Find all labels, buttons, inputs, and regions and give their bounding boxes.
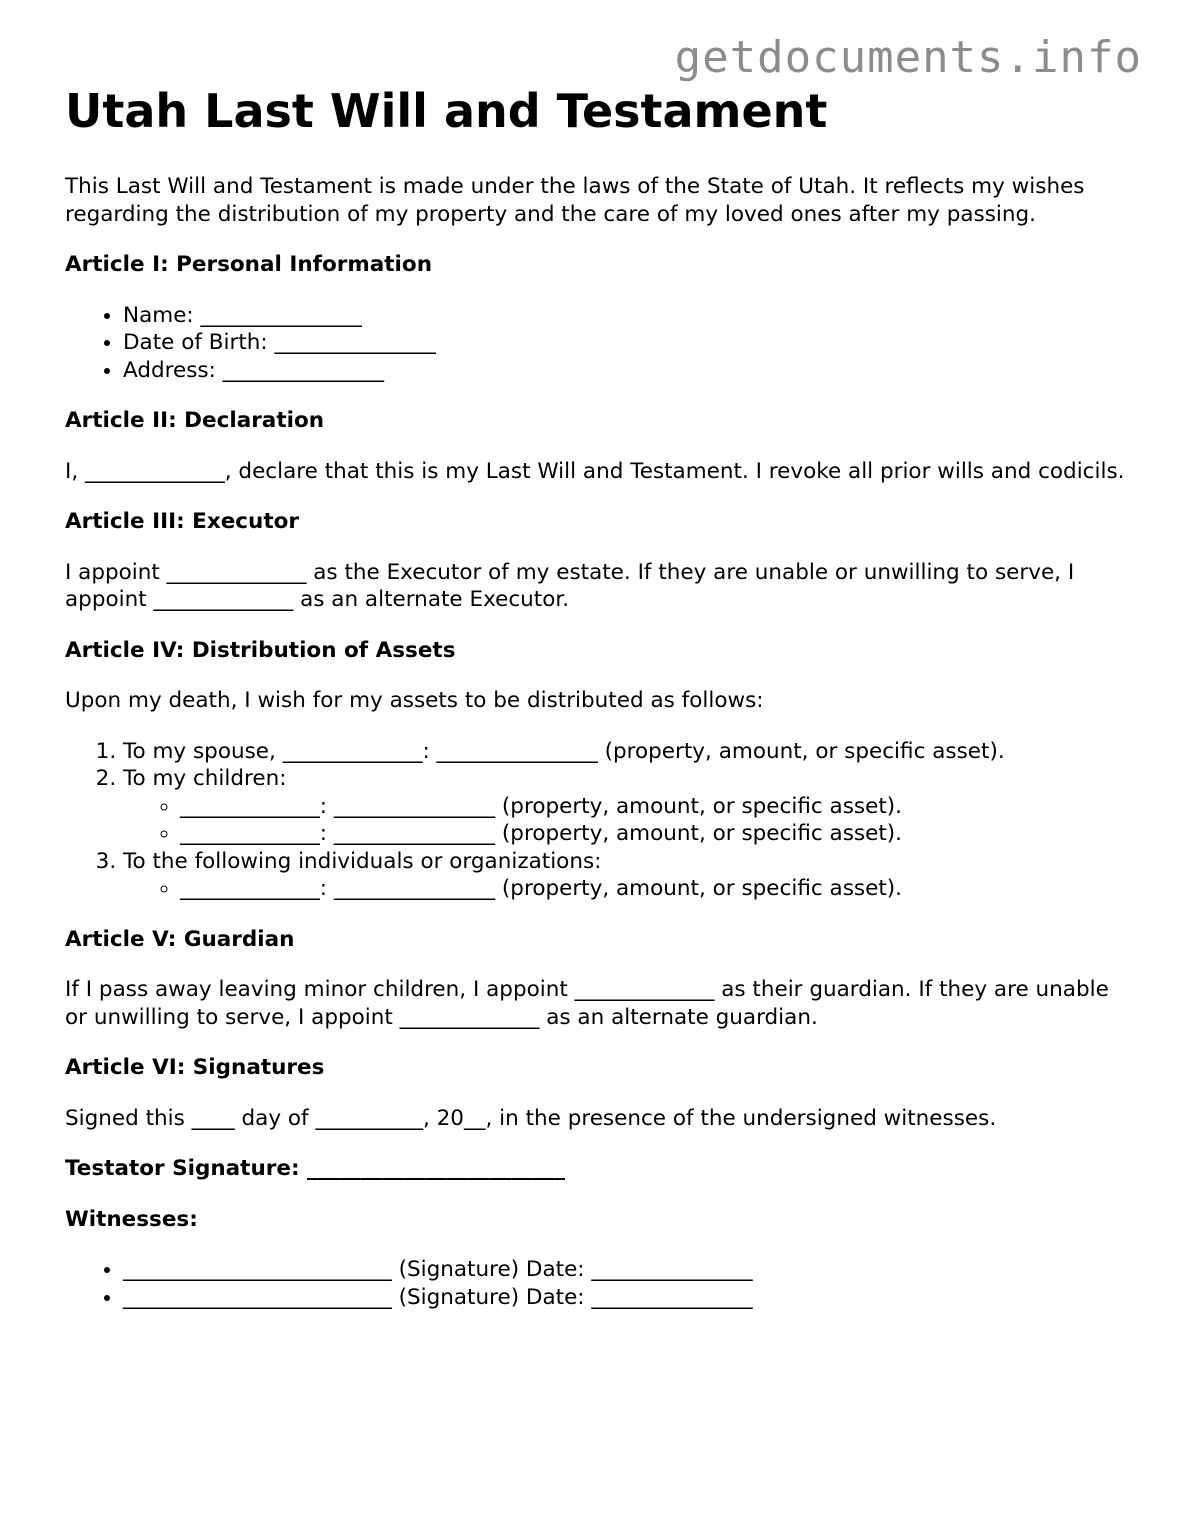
signed-date-line: Signed this ____ day of __________, 20__, in the presence of the undersigned witnesses.: [65, 1105, 997, 1131]
list-item: • _________________________ (Signature) Date: _______________: [123, 1284, 1125, 1312]
list-item: • Date of Birth: _______________: [123, 329, 1125, 357]
distribution-intro: Upon my death, I wish for my assets to be distributed as follows:: [65, 688, 764, 713]
article-6-heading: Article VI: Signatures: [65, 1055, 325, 1080]
children-sublist: [123, 793, 1125, 848]
guardian-paragraph: If I pass away leaving minor children, I appoint _____________ as their guardian. If they are unable or unwilling to serve, I appoint _____________ as an alternate guardian.: [65, 977, 1109, 1030]
testator-signature-line: Testator Signature: ________________________: [65, 1156, 566, 1181]
list-item: • Name: _______________: [123, 302, 1125, 330]
article-1-heading: Article I: Personal Information: [65, 252, 433, 277]
declaration-paragraph: I, _____________, declare that this is my Last Will and Testament. I revoke all prior wills and codicils.: [65, 458, 1125, 484]
witnesses-list: [65, 1256, 1125, 1311]
list-item: [123, 848, 1125, 903]
children-item-text: To my children:: [123, 766, 287, 791]
document-title: Utah Last Will and Testament: [65, 84, 828, 138]
article-2-heading: Article II: Declaration: [65, 408, 325, 433]
list-item: • Address: _______________: [123, 357, 1125, 385]
article-3-heading: Article III: Executor: [65, 509, 299, 534]
intro-paragraph: This Last Will and Testament is made under the laws of the State of Utah. It reflects my wishes regarding the distribution of my property and the care of my loved ones after my passing.: [65, 174, 1085, 227]
document-page: [65, 84, 1125, 1311]
list-item: • _________________________ (Signature) Date: _______________: [123, 1256, 1125, 1284]
witnesses-label: Witnesses:: [65, 1206, 198, 1232]
personal-info-list: [65, 302, 1125, 385]
executor-paragraph: I appoint _____________ as the Executor of my estate. If they are unable or unwilling to serve, I appoint _____________ as an alternate Executor.: [65, 559, 1075, 612]
others-item-text: To the following individuals or organizations:: [123, 848, 602, 874]
watermark: getdocuments.info: [674, 32, 1142, 83]
list-item: [123, 738, 1125, 766]
list-item: ◦ _____________: _______________ (property, amount, or specific asset).: [180, 875, 1125, 903]
list-item: [123, 765, 1125, 848]
article-5-heading: Article V: Guardian: [65, 926, 295, 952]
article-4-heading: Article IV: Distribution of Assets: [65, 637, 456, 663]
others-sublist: [123, 875, 1125, 903]
spouse-item-text: To my spouse, _____________: _______________ (property, amount, or specific asset).: [123, 738, 1005, 764]
list-item: ◦ _____________: _______________ (property, amount, or specific asset).: [180, 820, 1125, 848]
distribution-list: [65, 738, 1125, 903]
list-item: ◦ _____________: _______________ (property, amount, or specific asset).: [180, 793, 1125, 821]
